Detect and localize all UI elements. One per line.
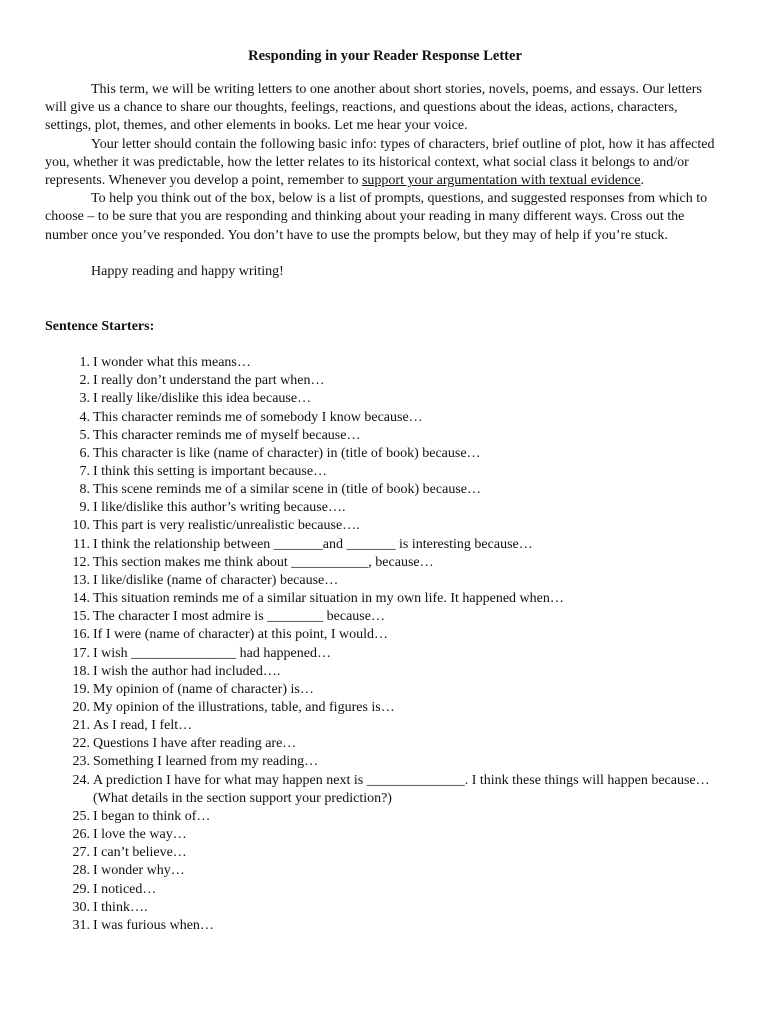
list-item-number: 27. xyxy=(72,845,90,861)
list-item-number-cell xyxy=(45,409,90,427)
list-item-number-cell xyxy=(45,681,90,699)
list-item xyxy=(45,826,725,844)
list-item xyxy=(45,517,725,535)
list-item xyxy=(45,663,725,681)
list-item-text: I think…. xyxy=(93,899,148,915)
list-item-text: I wonder why… xyxy=(93,863,185,879)
list-item xyxy=(45,735,725,753)
list-item-number-cell xyxy=(45,445,90,463)
list-item-number: 6. xyxy=(79,445,90,461)
list-item xyxy=(45,645,725,663)
list-item-number-cell xyxy=(45,663,90,681)
list-item xyxy=(45,917,725,935)
list-item-text: I wonder what this means… xyxy=(93,355,251,371)
list-item-number: 23. xyxy=(72,754,90,770)
list-item-text: I think this setting is important because… xyxy=(93,463,328,479)
list-item xyxy=(45,881,725,899)
list-item xyxy=(45,354,725,372)
list-item xyxy=(45,753,725,771)
closing-line: Happy reading and happy writing! xyxy=(91,263,284,279)
list-item-number: 7. xyxy=(79,463,90,479)
underlined-phrase: support your argumentation with textual evidence xyxy=(361,173,641,189)
list-item-text: My opinion of the illustrations, table, and figures is… xyxy=(93,700,395,715)
list-item-number: 5. xyxy=(79,427,90,443)
list-item-number-cell xyxy=(45,517,90,535)
list-item-number-cell xyxy=(45,536,90,554)
list-item-text: A prediction I have for what may happen next is ______________. I think these things will happen because…(What details in the section support your prediction?) xyxy=(93,772,710,806)
list-item-number: 3. xyxy=(79,391,90,407)
list-item-number-cell xyxy=(45,499,90,517)
list-item-number: 17. xyxy=(72,645,90,661)
list-item xyxy=(45,681,725,699)
intro-paragraph-2-text: Your letter should contain the following basic info: types of characters, brief outline of plot, how it has affected you, whether it was predictable, how the letter relates to its historical context, what social class it belongs to and/or represents. Whenever you develop a point, remember to xyxy=(45,136,715,189)
list-item-text: Something I learned from my reading… xyxy=(93,754,319,770)
list-item-number-cell xyxy=(45,881,90,899)
list-item xyxy=(45,590,725,608)
list-item-number-cell xyxy=(45,572,90,590)
list-item xyxy=(45,554,725,572)
list-item xyxy=(45,717,725,735)
list-item-number-cell xyxy=(45,463,90,481)
list-item-number: 4. xyxy=(79,409,90,425)
list-item-text: My opinion of (name of character) is… xyxy=(93,681,314,697)
list-item xyxy=(45,772,725,808)
list-item xyxy=(45,899,725,917)
list-item-number-cell xyxy=(45,372,90,390)
list-item-number: 21. xyxy=(72,718,90,734)
list-item-number-cell xyxy=(45,608,90,626)
list-item-text: I can’t believe… xyxy=(93,845,187,861)
list-item-number: 26. xyxy=(72,827,90,843)
list-item-number: 13. xyxy=(72,572,90,588)
list-item-text: This situation reminds me of a similar situation in my own life. It happened when… xyxy=(93,591,564,607)
list-item xyxy=(45,844,725,862)
section-heading: Sentence Starters: xyxy=(45,319,155,335)
list-item-text: Questions I have after reading are… xyxy=(93,736,297,752)
list-item xyxy=(45,372,725,390)
list-item xyxy=(45,427,725,445)
list-item xyxy=(45,536,725,554)
list-item-number: 1. xyxy=(79,355,90,371)
list-item-number-cell xyxy=(45,354,90,372)
list-item-number-cell xyxy=(45,427,90,445)
list-item-number: 15. xyxy=(72,609,90,625)
list-item-text: This scene reminds me of a similar scene in (title of book) because… xyxy=(93,482,481,498)
list-item-number: 19. xyxy=(72,681,90,697)
list-item-number-cell xyxy=(45,481,90,499)
list-item xyxy=(45,699,725,717)
list-item-text: If I were (name of character) at this point, I would… xyxy=(93,627,389,643)
list-item-number-cell xyxy=(45,626,90,644)
list-item-number-cell xyxy=(45,899,90,917)
list-item-text: This part is very realistic/unrealistic because…. xyxy=(93,518,360,534)
list-item-number-cell xyxy=(45,772,90,808)
list-item-number: 9. xyxy=(79,500,90,516)
list-item-number-cell xyxy=(45,826,90,844)
list-item-number: 28. xyxy=(72,863,90,879)
list-item-number-cell xyxy=(45,390,90,408)
list-item-text: This character reminds me of myself because… xyxy=(93,427,361,443)
list-item-text: I wish _______________ had happened… xyxy=(93,645,331,661)
list-item-text: This character is like (name of character) in (title of book) because… xyxy=(93,445,481,461)
list-item xyxy=(45,463,725,481)
list-item-text: I love the way… xyxy=(93,827,187,843)
list-item-text: This character reminds me of somebody I know because… xyxy=(93,409,423,425)
list-item xyxy=(45,808,725,826)
list-item xyxy=(45,608,725,626)
list-item xyxy=(45,409,725,427)
list-item-number-cell xyxy=(45,844,90,862)
list-item-number: 25. xyxy=(72,808,90,824)
list-item-number: 8. xyxy=(79,482,90,498)
list-item-number: 29. xyxy=(72,881,90,897)
list-item xyxy=(45,445,725,463)
list-item-text: As I read, I felt… xyxy=(93,718,193,734)
list-item-text: I really like/dislike this idea because… xyxy=(93,391,312,407)
list-item-number-cell xyxy=(45,717,90,735)
list-item-number: 24. xyxy=(72,772,90,788)
list-item-text: I began to think of… xyxy=(93,808,211,824)
list-item-number: 30. xyxy=(72,899,90,915)
sentence-starters-list xyxy=(45,354,725,935)
list-item-number: 10. xyxy=(72,518,90,534)
list-item-number-cell xyxy=(45,699,90,717)
list-item-number-cell xyxy=(45,590,90,608)
intro-paragraph-2 xyxy=(45,136,725,191)
list-item-number: 16. xyxy=(72,627,90,643)
list-item xyxy=(45,572,725,590)
list-item-number-cell xyxy=(45,735,90,753)
list-item-text: I like/dislike this author’s writing because…. xyxy=(93,500,346,516)
list-item-number: 12. xyxy=(72,554,90,570)
list-item-text: I think the relationship between _______and _______ is interesting because… xyxy=(93,536,533,552)
intro-paragraph-3: To help you think out of the box, below is a list of prompts, questions, and suggested responses from which to choose – to be sure that you are responding and thinking about your reading in many different ways. Cross out the number once you’ve responded. You don’t have to use the prompts below, but they may of help if you’re stuck. xyxy=(45,191,708,243)
intro-paragraph-2-end: . xyxy=(640,173,644,189)
document-page xyxy=(45,46,725,935)
document-title: Responding in your Reader Response Letter xyxy=(248,48,522,64)
list-item-number: 31. xyxy=(72,917,90,933)
intro-paragraph-1: This term, we will be writing letters to one another about short stories, novels, poems, and essays. Our letters will give us a chance to share our thoughts, feelings, reactions, and questions about the ideas, actions, characters, settings, plot, themes, and other elements in books. Let me hear your voice. xyxy=(45,82,702,134)
list-item-text: I wish the author had included…. xyxy=(93,663,281,679)
list-item-number: 20. xyxy=(72,700,90,715)
list-item xyxy=(45,862,725,880)
list-item-text: I like/dislike (name of character) because… xyxy=(93,572,339,588)
list-item-text: I really don’t understand the part when… xyxy=(93,373,325,389)
list-item-number-cell xyxy=(45,753,90,771)
list-item-text: This section makes me think about ___________, because… xyxy=(93,554,434,570)
list-item xyxy=(45,390,725,408)
list-item-number-cell xyxy=(45,862,90,880)
list-item-number: 18. xyxy=(72,663,90,679)
list-item-number-cell xyxy=(45,917,90,935)
list-item-number: 2. xyxy=(79,373,90,389)
list-item xyxy=(45,499,725,517)
list-item xyxy=(45,481,725,499)
list-item-text: The character I most admire is ________ because… xyxy=(93,609,385,625)
list-item-number: 11. xyxy=(73,536,90,552)
list-item-text: I was furious when… xyxy=(93,917,214,933)
list-item-number-cell xyxy=(45,645,90,663)
list-item-number: 22. xyxy=(72,736,90,752)
list-item-number: 14. xyxy=(72,591,90,607)
list-item-number-cell xyxy=(45,554,90,572)
list-item-number-cell xyxy=(45,808,90,826)
list-item xyxy=(45,626,725,644)
list-item-text: I noticed… xyxy=(93,881,157,897)
